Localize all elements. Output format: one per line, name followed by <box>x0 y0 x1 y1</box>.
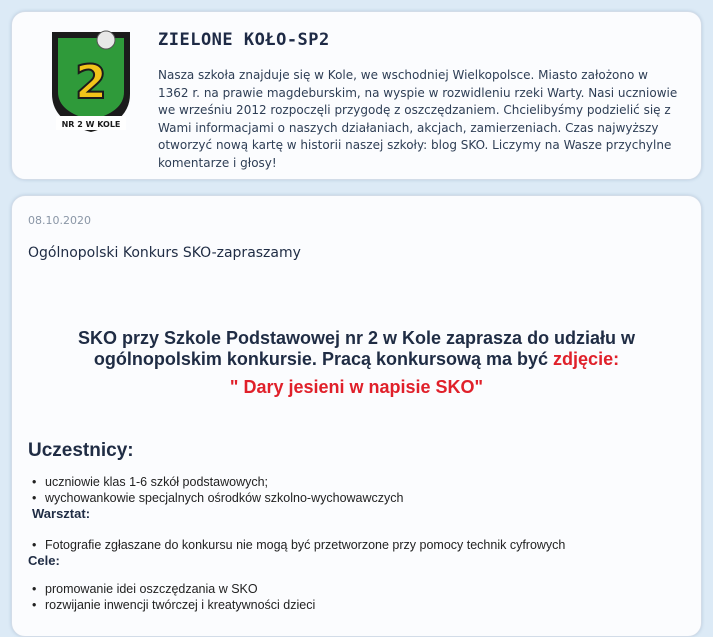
blog-post <box>11 195 702 637</box>
intro-line-2 <box>12 349 701 370</box>
goals-heading: Cele: <box>28 553 60 568</box>
list-item: • promowanie idei oszczędzania w SKO <box>30 581 315 597</box>
workshop-list <box>30 537 565 553</box>
blog-title[interactable]: ZIELONE KOŁO-SP2 <box>158 30 330 50</box>
contest-theme: " Dary jesieni w napisie SKO" <box>229 377 484 397</box>
svg-text:NR 2 W KOLE: NR 2 W KOLE <box>61 120 121 129</box>
school-logo[interactable] <box>50 30 132 134</box>
intro-highlight: zdjęcie: <box>553 349 620 369</box>
blog-description: Nasza szkoła znajduje się w Kole, we wschodniej Wielkopolsce. Miasto założono w 1362 r. na prawie magdeburskim, na wyspie w rozwidleniu rzeki Warty. Nasi uczniowie we wrześniu 2012 rozpoczęli przygodę z oszczędzaniem. Chcielibyśmy podzielić się z Wami informacjami o naszych działaniach, akcjach, zamierzeniach. Czas najwyższy otworzyć nową kartę w historii naszej szkoły: blog SKO. Liczymy na Wasze przychylne komentarze i głosy! <box>158 68 678 170</box>
blog-header <box>11 11 702 180</box>
goals-list <box>30 581 315 613</box>
post-intro <box>12 328 701 370</box>
post-title[interactable]: Ogólnopolski Konkurs SKO-zapraszamy <box>28 245 301 261</box>
intro-line-2-text: ogólnopolskim konkursie. Pracą konkursową ma być <box>93 349 554 369</box>
participants-list <box>30 474 403 506</box>
list-item: • uczniowie klas 1-6 szkół podstawowych; <box>30 474 403 490</box>
post-date: 08.10.2020 <box>28 214 91 227</box>
list-item: • rozwijanie inwencji twórczej i kreatywności dzieci <box>30 597 315 613</box>
list-item: • Fotografie zgłaszane do konkursu nie mogą być przetworzone przy pomocy technik cyfrowych <box>30 537 565 553</box>
list-item: • wychowankowie specjalnych ośrodków szkolno-wychowawczych <box>30 490 403 506</box>
participants-heading: Uczestnicy: <box>28 440 134 461</box>
workshop-heading: Warsztat: <box>32 506 91 521</box>
svg-text:2: 2 <box>74 55 108 109</box>
intro-line-1: SKO przy Szkole Podstawowej nr 2 w Kole zaprasza do udziału w <box>77 328 636 348</box>
